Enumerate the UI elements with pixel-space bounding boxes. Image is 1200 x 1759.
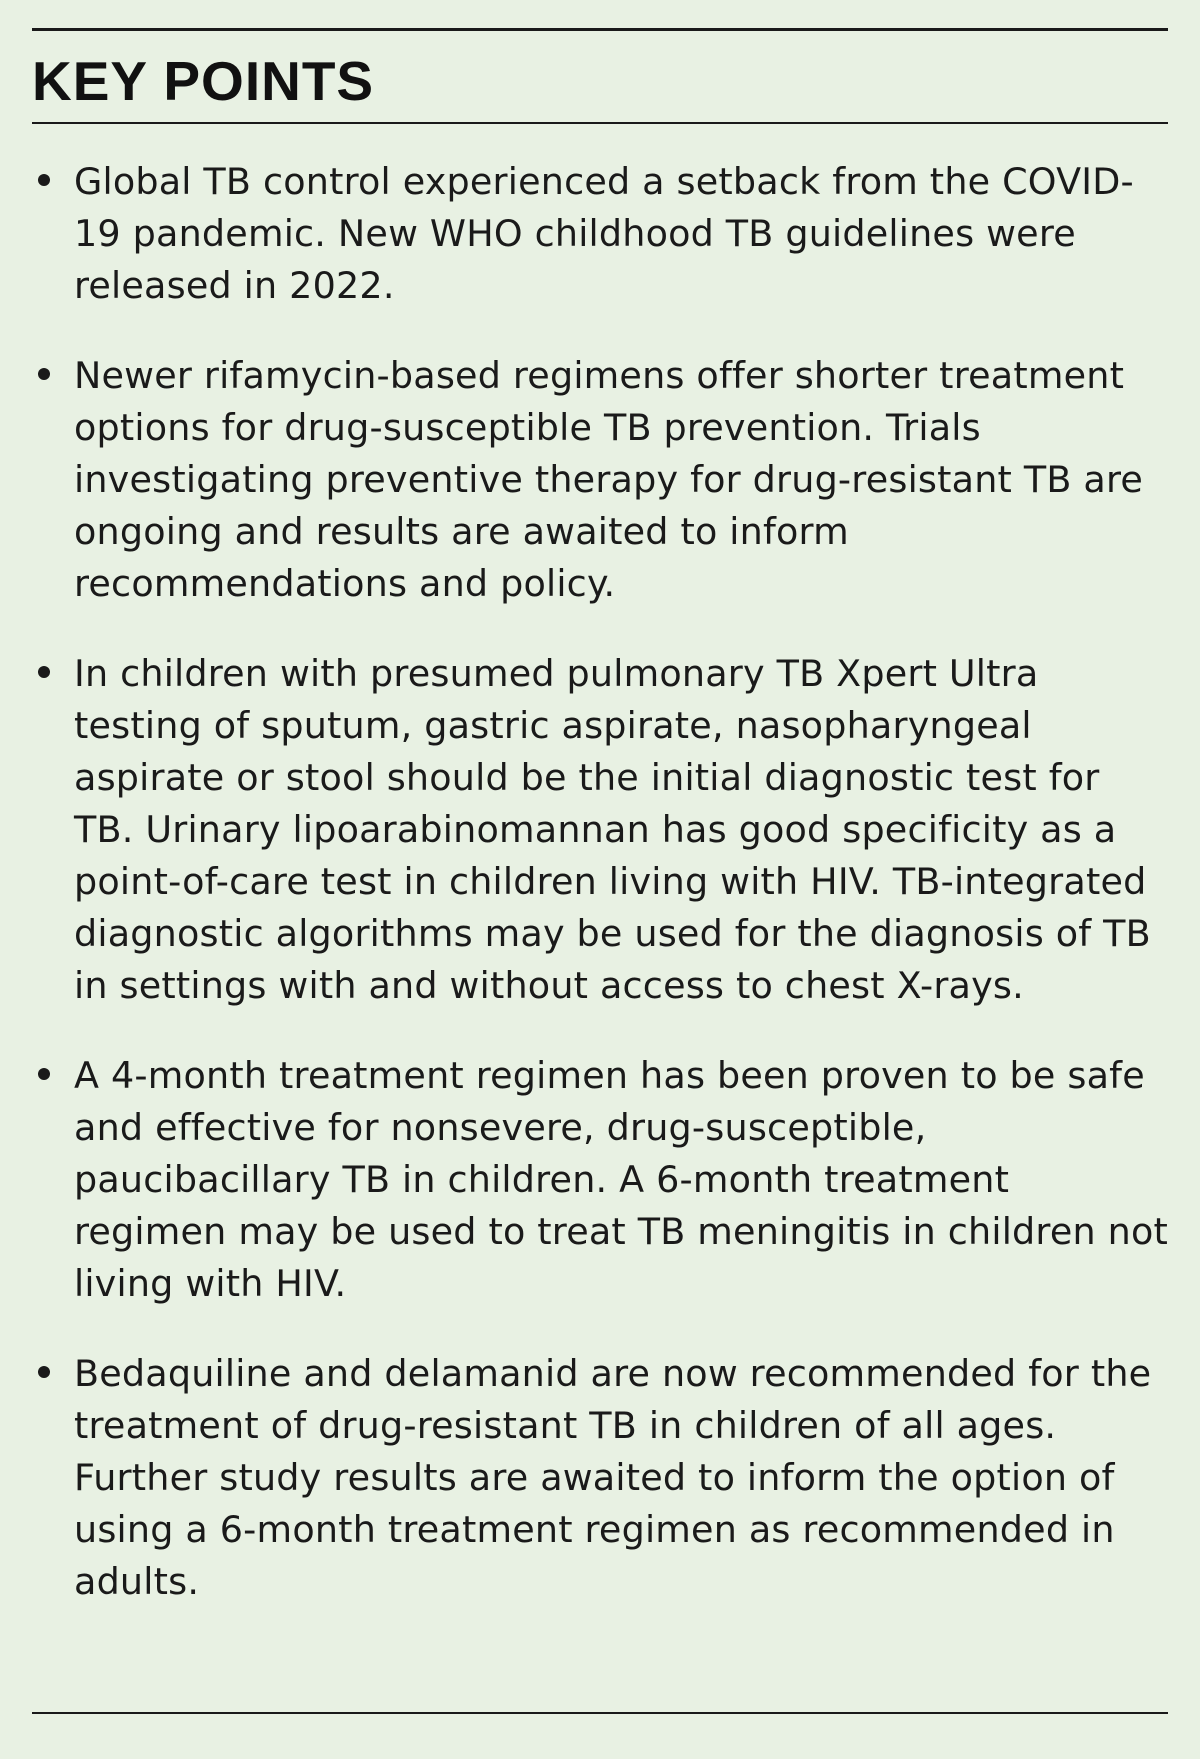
- key-point-3: [32, 648, 1168, 1012]
- key-point-text: Bedaquiline and delamanid are now recommended for the treatment of drug-resistant TB in children of all ages. Further study results are awaited to inform the option of using a 6-month treatment regimen as recommended in adults.: [74, 1352, 1152, 1603]
- key-points-box: [32, 28, 1168, 1728]
- key-point-4: [32, 1050, 1168, 1310]
- key-points-list: [32, 156, 1168, 1646]
- bullet-icon: [38, 368, 50, 380]
- title-rule: [32, 122, 1168, 124]
- key-point-text: Global TB control experienced a setback from the COVID-19 pandemic. New WHO childhood TB guidelines were released in 2022.: [74, 160, 1134, 307]
- key-point-text: Newer rifamycin-based regimens offer shorter treatment options for drug-susceptible TB prevention. Trials investigating preventive therapy for drug-resistant TB are ongoing and results are awaited to inform recommendations and policy.: [74, 354, 1144, 605]
- key-point-5: [32, 1348, 1168, 1608]
- bullet-icon: [38, 174, 50, 186]
- key-points-title: KEY POINTS: [32, 50, 375, 112]
- bullet-icon: [38, 1366, 50, 1378]
- key-point-2: [32, 350, 1168, 610]
- bullet-icon: [38, 666, 50, 678]
- key-point-1: [32, 156, 1168, 312]
- bottom-rule: [32, 1712, 1168, 1714]
- bullet-icon: [38, 1068, 50, 1080]
- top-rule: [32, 28, 1168, 31]
- key-point-text: In children with presumed pulmonary TB Xpert Ultra testing of sputum, gastric aspirate, nasopharyngeal aspirate or stool should be the initial diagnostic test for TB. Urinary lipoarabinomannan has good specificity as a point-of-care test in children living with HIV. TB-integrated diagnostic algorithms may be used for the diagnosis of TB in settings with and without access to chest X-rays.: [74, 652, 1151, 1007]
- key-point-text: A 4-month treatment regimen has been proven to be safe and effective for nonsevere, drug-susceptible, paucibacillary TB in children. A 6-month treatment regimen may be used to treat TB meningitis in children not living with HIV.: [74, 1054, 1168, 1305]
